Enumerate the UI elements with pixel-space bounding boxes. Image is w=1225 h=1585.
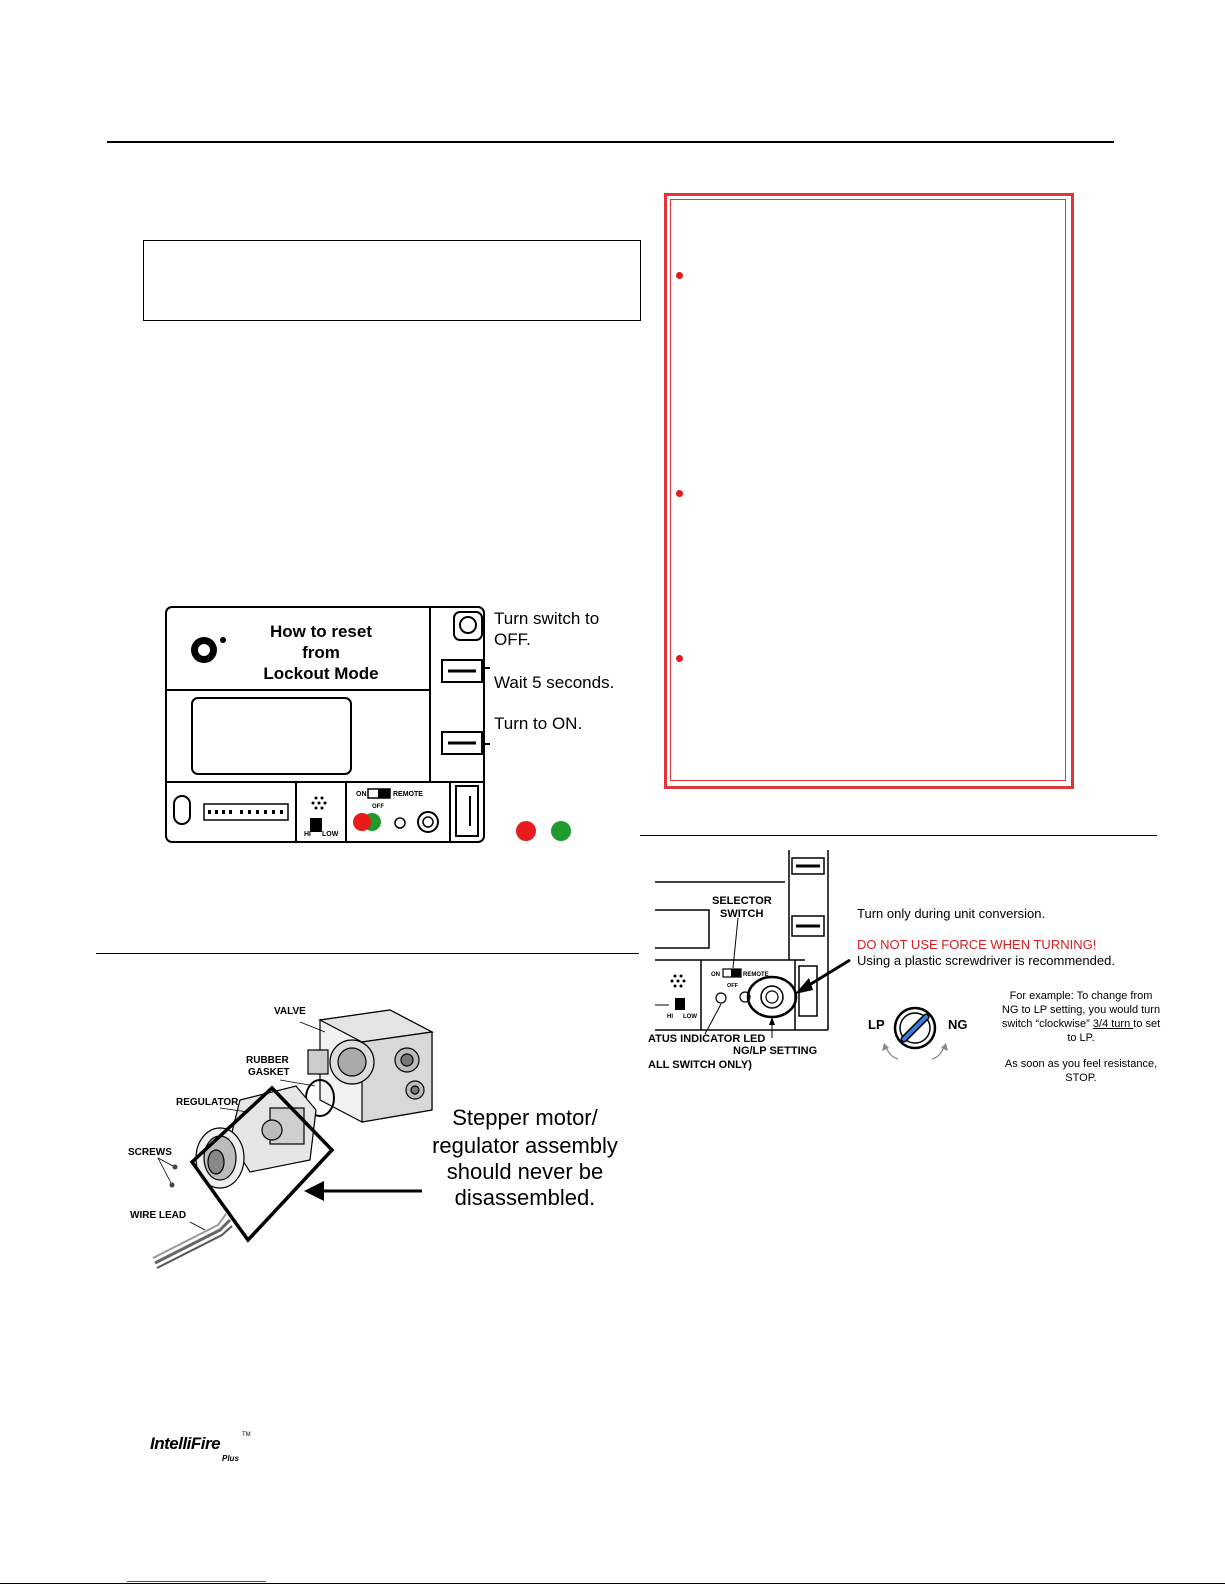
instruction-line-1: Turn only during unit conversion. bbox=[857, 906, 1046, 921]
svg-text:OFF: OFF bbox=[727, 983, 738, 989]
ng-lp-setting-label: NG/LP SETTING bbox=[733, 1045, 818, 1057]
svg-text:REMOTE: REMOTE bbox=[393, 791, 423, 798]
svg-text:NG: NG bbox=[948, 1017, 968, 1032]
svg-text:OFF: OFF bbox=[372, 804, 384, 810]
caption-line-2: regulator assembly bbox=[432, 1133, 618, 1158]
reset-step-2: Wait 5 seconds. bbox=[494, 673, 615, 692]
label-valve: VALVE bbox=[274, 1006, 306, 1017]
selector-switch-label-2: SWITCH bbox=[720, 908, 764, 920]
svg-text:HI: HI bbox=[304, 831, 311, 838]
svg-text:ON: ON bbox=[711, 972, 720, 978]
instruction-warning: DO NOT USE FORCE WHEN TURNING! bbox=[857, 937, 1097, 952]
label-wire-lead: WIRE LEAD bbox=[130, 1210, 187, 1221]
module-led-red-icon bbox=[353, 813, 371, 831]
logo-brand: IntelliFire bbox=[150, 1434, 221, 1453]
label-rubber-1: RUBBER bbox=[246, 1055, 289, 1066]
header-rule bbox=[107, 141, 1114, 143]
svg-text:REMOTE: REMOTE bbox=[743, 972, 769, 978]
label-rubber-2: GASKET bbox=[248, 1067, 290, 1078]
reset-step-3: Turn to ON. bbox=[494, 714, 583, 733]
example-line-1: For example: To change from bbox=[1009, 990, 1153, 1002]
status-led-label-1: ATUS INDICATOR LED bbox=[648, 1033, 766, 1045]
led-green-icon bbox=[551, 821, 571, 841]
rotate-left-arrow-icon bbox=[886, 1047, 898, 1059]
example-line-3 bbox=[966, 1018, 1196, 1030]
reset-step-1a: Turn switch to bbox=[494, 609, 600, 628]
example-line-3a: switch “clockwise” bbox=[1001, 1018, 1093, 1030]
selector-switch-label-1: SELECTOR bbox=[712, 895, 772, 907]
screw-icon bbox=[173, 1165, 178, 1170]
instruction-line-3: Using a plastic screwdriver is recommended. bbox=[857, 953, 1115, 968]
label-regulator: REGULATOR bbox=[176, 1097, 239, 1108]
caption-line-1: Stepper motor/ bbox=[452, 1105, 598, 1130]
stop-line-2: STOP. bbox=[1065, 1072, 1097, 1084]
svg-text:ON: ON bbox=[356, 791, 367, 798]
logo-tm: TM bbox=[242, 1432, 251, 1438]
reset-step-1b: OFF. bbox=[494, 630, 531, 649]
footer-rule bbox=[0, 1583, 1225, 1584]
footer-link-underline bbox=[127, 1581, 266, 1582]
led-red-icon bbox=[516, 821, 536, 841]
label-screws: SCREWS bbox=[128, 1147, 172, 1158]
reset-title-line-3: Lockout Mode bbox=[263, 664, 379, 683]
warning-frame-inner bbox=[670, 199, 1066, 781]
svg-text:LP: LP bbox=[868, 1017, 885, 1032]
stop-line-1: As soon as you feel resistance, bbox=[1004, 1058, 1158, 1070]
warning-bullet-2 bbox=[676, 490, 683, 497]
example-line-2: NG to LP setting, you would turn bbox=[1001, 1004, 1161, 1016]
example-line-4: to LP. bbox=[1067, 1032, 1095, 1044]
screw-icon-2 bbox=[170, 1183, 175, 1188]
rotate-right-arrow-icon bbox=[932, 1047, 944, 1059]
reset-title-line-1: How to reset bbox=[269, 622, 373, 641]
warning-bullet-1 bbox=[676, 272, 683, 279]
caption-line-4: disassembled. bbox=[454, 1185, 596, 1210]
valve-regulator-diagram bbox=[120, 990, 450, 1275]
example-line-3c: to set bbox=[1133, 1018, 1161, 1030]
svg-text:LOW: LOW bbox=[683, 1014, 697, 1020]
intellifire-logo bbox=[146, 1424, 262, 1468]
note-box bbox=[143, 240, 641, 321]
example-line-3-underline: 3/4 turn bbox=[1092, 1018, 1134, 1030]
logo-sub: Plus bbox=[222, 1454, 239, 1463]
status-led-label-2: ALL SWITCH ONLY) bbox=[648, 1059, 752, 1071]
valve-body bbox=[308, 1010, 432, 1122]
reset-title-line-2: from bbox=[302, 643, 340, 662]
caption-line-3: should never be bbox=[446, 1159, 604, 1184]
section-rule-left bbox=[96, 953, 639, 954]
pointer-arrow-big-icon bbox=[302, 1178, 424, 1204]
svg-text:LOW: LOW bbox=[322, 831, 339, 838]
section-rule-right bbox=[640, 835, 1157, 836]
ng-lp-dial bbox=[860, 995, 980, 1065]
warning-bullet-3 bbox=[676, 655, 683, 662]
svg-text:HI: HI bbox=[667, 1014, 673, 1020]
